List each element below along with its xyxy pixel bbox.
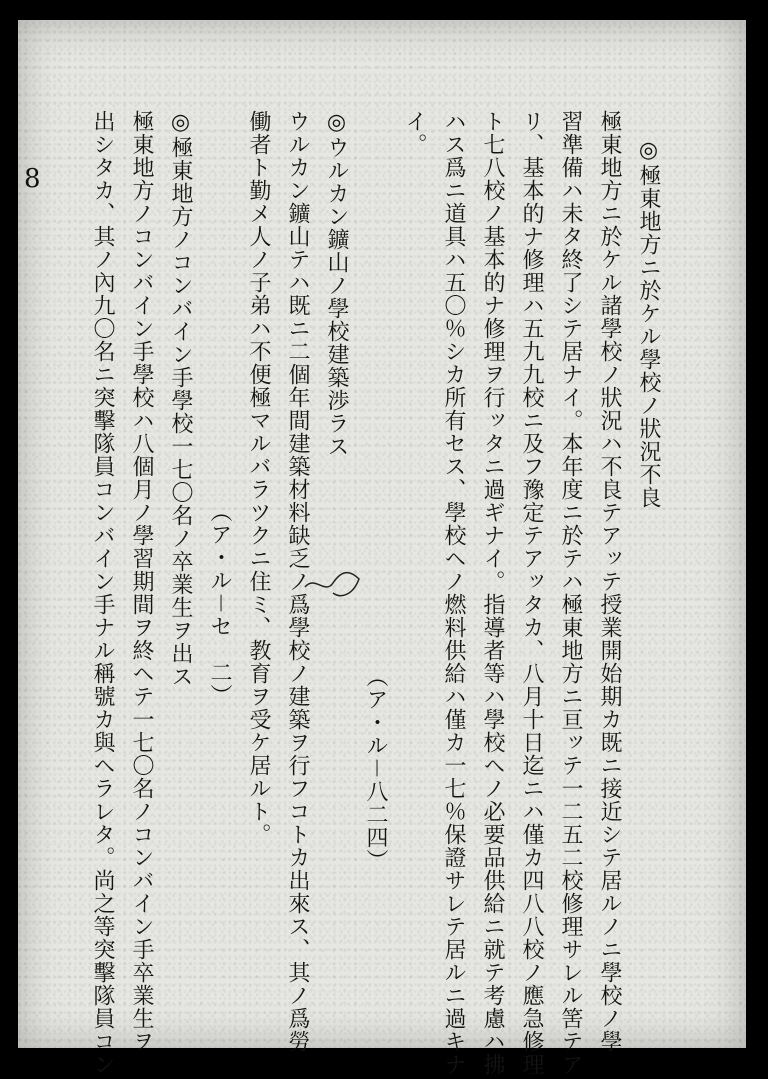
article-1-line: リ、基本的ナ修理ハ五九九校ニ及フ豫定テアッタカ、八月十日迄ニハ僅カ四八八校ノ應急修理	[519, 110, 544, 1076]
pen-scribble-mark	[303, 565, 363, 605]
document-page	[18, 20, 746, 1076]
article-3-line: 出シタカ、其ノ內九〇名ニ突擊隊員コンバイン手ナル稱號カ與ヘラレタ。尚之等突擊隊員コン	[90, 110, 115, 1076]
article-1-line: イ。	[402, 110, 427, 156]
article-2-line: ウルカン鑛山テハ既ニ二個年間建築材料缺乏ノ爲學校ノ建築ヲ行フコトカ出來ス、其ノ爲勞	[285, 110, 310, 1053]
article-2-line: 働者ト勤メ人ノ子弟ハ不便極マルバラツクニ住ミ、教育ヲ受ケ居ルト。	[246, 110, 271, 846]
article-1-line: 習準備ハ未タ終了シテ居ナイ。本年度ニ於テハ極東地方ニ亘ッテ一二五二校修理サレル筈テア	[558, 110, 583, 1076]
article-2-source: （ア・ル－セ 二）	[207, 500, 232, 708]
article-1-line: ハス爲ニ道具ハ五〇％シカ所有セス、學校ヘノ燃料供給ハ僅カ一七％保證サレテ居ルニ過キナ	[441, 110, 466, 1076]
article-1-line: 極東地方ニ於ケル諸學校ノ狀況ハ不良テアッテ授業開始期カ既ニ接近シテ居ルノニ學校ノ學	[597, 110, 622, 1053]
article-1-source: （ア・ル－八二四）	[363, 665, 388, 873]
page-mark: 8	[24, 164, 41, 194]
article-1-line: ト七八校ノ基本的ナ修理ヲ行ッタニ過ギナイ。指導者等ハ學校ヘノ必要品供給ニ就テ考慮ハ拂	[480, 110, 505, 1076]
article-1-heading: ◎極東地方ニ於ケル學校ノ狀況不良	[636, 138, 661, 509]
article-3-line: 極東地方ノコンバイン手學校ハ八個月ノ學習期間ヲ終ヘテ一七〇名ノコンバイン手卒業生ヲ	[129, 110, 154, 1053]
article-3-heading: ◎極東地方ノコンバイン手學校一七〇名ノ卒業生ヲ出ス	[168, 110, 193, 688]
vertical-text-body	[68, 110, 668, 1076]
article-2-heading: ◎ウルカン鑛山ノ學校建築渉ラス	[324, 110, 349, 458]
